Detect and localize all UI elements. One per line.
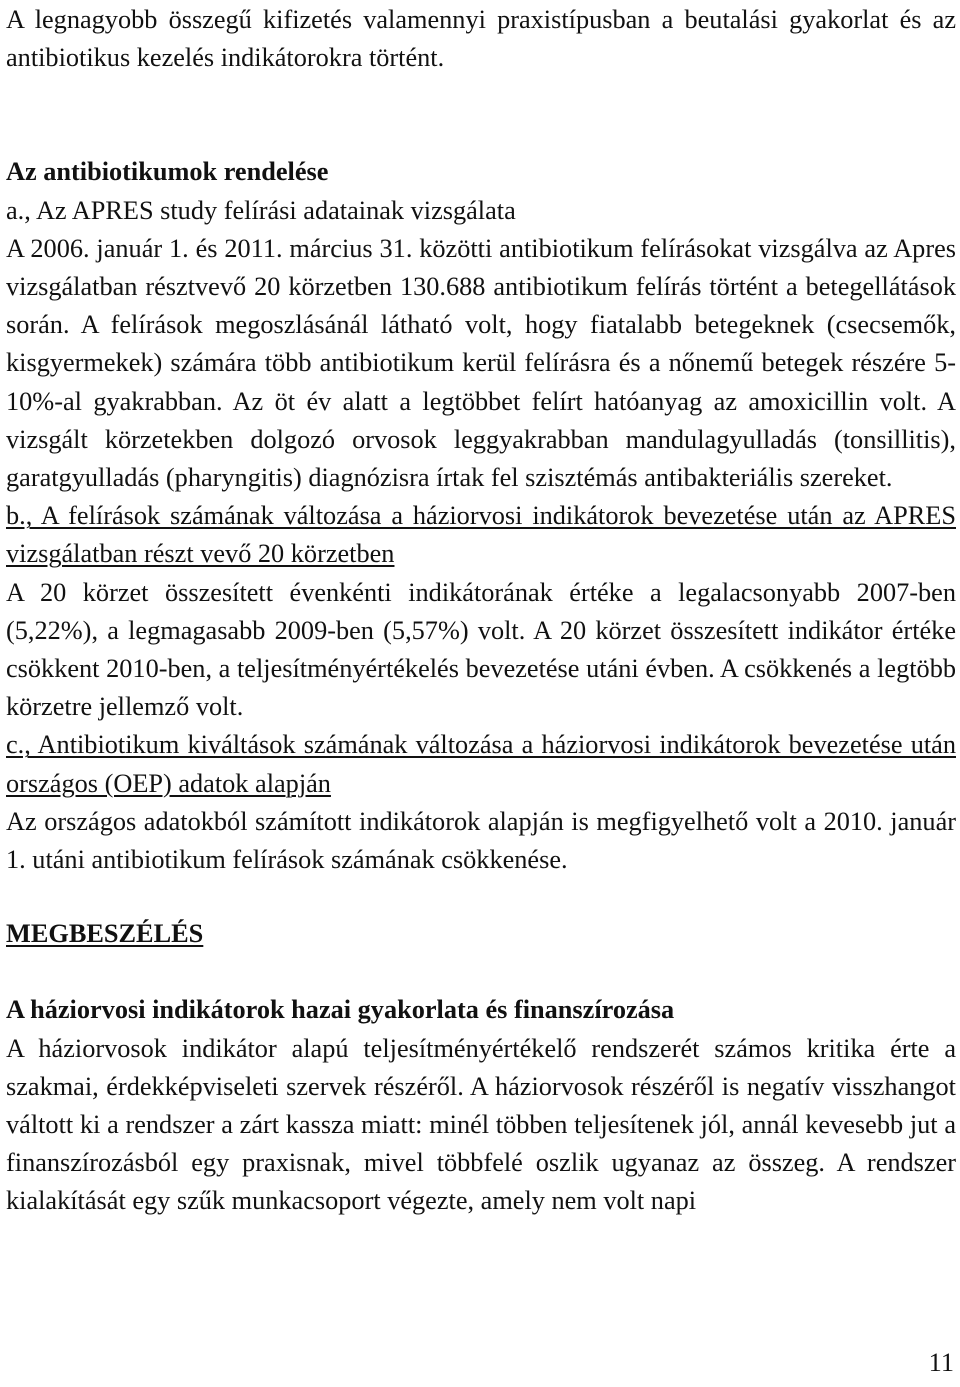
spacer — [6, 953, 956, 991]
subsection-c-body: Az országos adatokból számított indikátorok alapján is megfigyelhető volt a 2010. január 1. utáni antibiotikum felírások számának csökkenése. — [6, 806, 956, 875]
spacer — [6, 879, 956, 915]
spacer — [6, 77, 956, 153]
subsection-c-title: c., Antibiotikum kiváltások számának változása a háziorvosi indikátorok bevezetése után országos (OEP) adatok alapján — [6, 730, 956, 798]
subsection-a-body: A 2006. január 1. és 2011. március 31. közötti antibiotikum felírásokat vizsgálva az Apres vizsgálatban résztvevő 20 körzetben 130.688 antibiotikum felírás történt a betegellátások során. A felírások megoszlásánál látható volt, hogy fiatalabb betegeknek (csecsemők, kisgyermekek) számára több antibiotikum kerül felírásra és a nőnemű betegek részére 5-10%-al gyakrabban. Az öt év alatt a legtöbbet felírt hatóanyag az amoxicillin volt. A vizsgált körzetekben dolgozó orvosok leggyakrabban mandulagyulladás (tonsillitis), garatgyulladás (pharyngitis) diagnózisra írtak fel szisztémás antibakteriális szereket. — [6, 233, 956, 493]
discussion-body: A háziorvosok indikátor alapú teljesítményértékelő rendszerét számos kritika érte a szakmai, érdekképviseleti szervek részéről. A háziorvosok részéről is negatív visszhangot váltott ki a rendszer a zárt kassza miatt: minél többen teljesítenek jól, annál kevesebb jut a finanszírozásból egy praxisnak, mivel többfelé oszlik ugyanaz az összeg. A rendszer kialakítását egy szűk munkacsoport végezte, amely nem volt napi — [6, 1033, 956, 1216]
discussion-subheading: A háziorvosi indikátorok hazai gyakorlata és finanszírozása — [6, 995, 675, 1025]
subsection-b-body: A 20 körzet összesített évenkénti indikátorának értéke a legalacsonyabb 2007-ben (5,22%), a legmagasabb 2009-ben (5,57%) volt. A 20 körzet összesített indikátor értéke csökkent 2010-ben, a teljesítményértékelés bevezetése utáni évben. A csökkenés a legtöbb körzetre jellemző volt. — [6, 577, 956, 722]
intro-paragraph: A legnagyobb összegű kifizetés valamennyi praxistípusban a beutalási gyakorlat és az antibiotikus kezelés indikátorokra történt. — [6, 5, 956, 73]
section-title: Az antibiotikumok rendelése — [6, 157, 329, 187]
discussion-heading: MEGBESZÉLÉS — [6, 919, 204, 949]
document-page — [6, 0, 956, 1221]
page-number: 11 — [928, 1348, 954, 1377]
subsection-a-title: a., Az APRES study felírási adatainak vizsgálata — [6, 195, 516, 225]
subsection-b-title: b., A felírások számának változása a háziorvosi indikátorok bevezetése után az APRES vizsgálatban részt vevő 20 körzetben — [6, 501, 956, 569]
